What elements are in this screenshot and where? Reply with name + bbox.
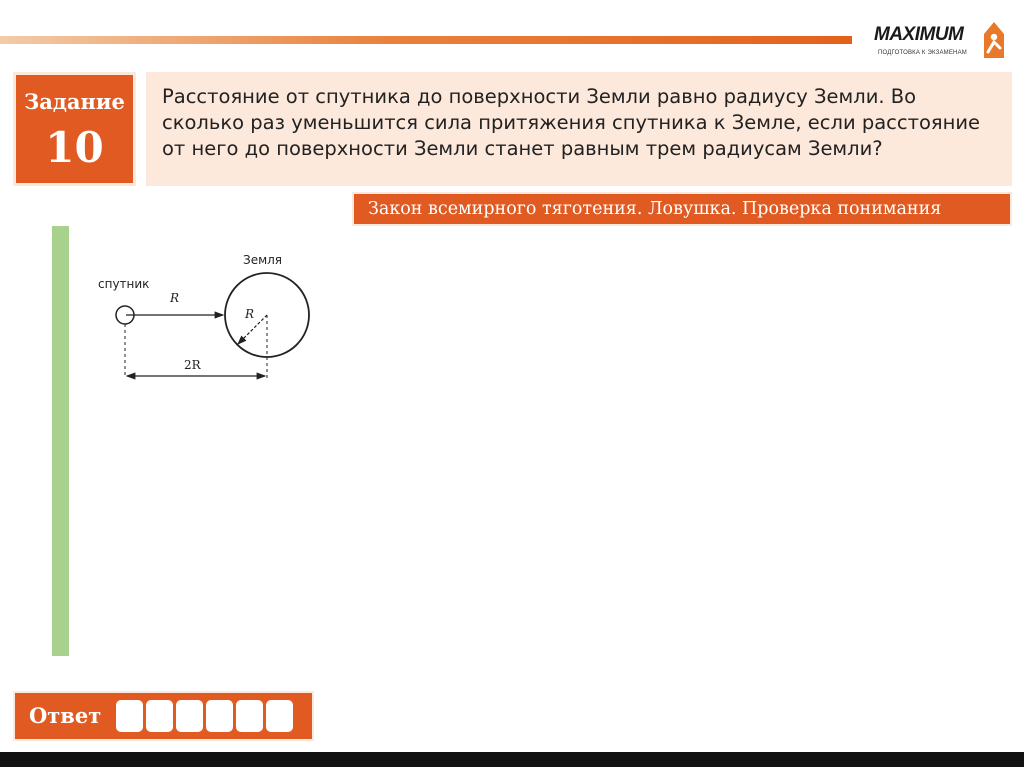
answer-cell[interactable] <box>116 700 143 732</box>
satellite-label: спутник <box>98 277 150 291</box>
logo-mark-icon <box>980 18 1008 64</box>
brand-logo <box>874 18 1014 68</box>
earth-label: Земля <box>243 253 283 267</box>
total-label: 2R <box>184 358 201 372</box>
orbit-diagram <box>90 248 330 388</box>
task-number: 10 <box>45 123 104 172</box>
task-number-badge <box>13 72 136 186</box>
task-statement: Расстояние от спутника до поверхности Земли равно радиусу Земли. Во сколько раз уменьшится сила притяжения спутника к Земле, если расстояние от него до поверхности Земли станет равным трем радиусам Земли? <box>162 85 981 160</box>
header-divider <box>0 36 852 44</box>
answer-cell[interactable] <box>236 700 263 732</box>
radius-label: R <box>245 307 255 321</box>
answer-cell[interactable] <box>146 700 173 732</box>
topic-banner: Закон всемирного тяготения. Ловушка. Проверка понимания <box>352 192 1012 226</box>
answer-label: Ответ <box>29 703 102 728</box>
answer-cell[interactable] <box>266 700 293 732</box>
answer-cell[interactable] <box>206 700 233 732</box>
side-accent-bar <box>52 226 69 656</box>
answer-cells <box>116 700 293 732</box>
answer-panel <box>13 691 314 741</box>
distance-label: R <box>170 291 180 305</box>
logo-tagline: ПОДГОТОВКА К ЭКЗАМЕНАМ <box>878 50 967 56</box>
answer-cell[interactable] <box>176 700 203 732</box>
task-label: Задание <box>24 89 125 114</box>
footer-bar <box>0 752 1024 767</box>
task-statement-panel <box>146 72 1012 186</box>
logo-text: MAXIMUM <box>874 24 964 45</box>
